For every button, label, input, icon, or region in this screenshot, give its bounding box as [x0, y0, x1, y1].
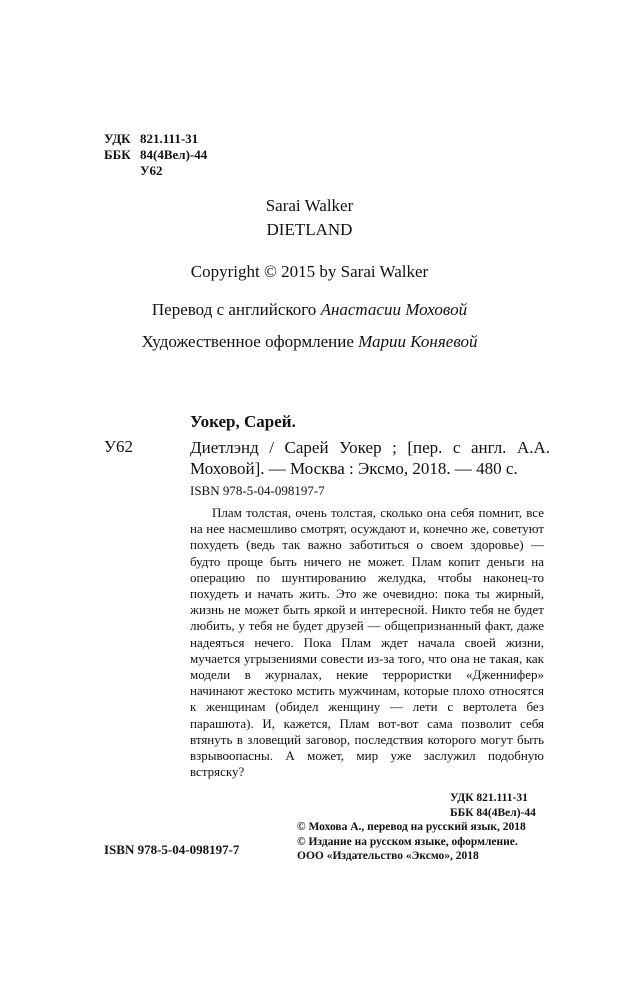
translation-credit — [0, 300, 619, 320]
author-original: Sarai Walker — [265, 196, 354, 215]
annotation-paragraph: Плам толстая, очень толстая, сколько она себя помнит, все на нее насмешливо смотрят, осуждают и, конечно же, советуют похудеть (ведь так важно заботиться о своем здоровье) — будто проще быть ничего не может. Плам копит деньги на операцию по шунтированию желудка, чтобы наконец-то похудеть и начать жить. Это же очевидно: пока ты жирный, жизнь не может быть яркой и интересной. Никто тебя не будет любить, у тебя не будет друзей — общепризнанный факт, даже надеяться нечего. Пока Плам ждет начала своей жизни, мучается угрызениями совести из-за того, что она не такая, как модели в журналах, некие террористки «Дженнифер» начинают жестоко мстить мужчинам, которые плохо относятся к женщинам (обидел женщину — лети с вертолета без парашюта). И, кажется, Плам вот-вот сама позволит себя втянуть в зловещий заговор, последствия которого могут быть взрывоопасны. А может, мир уже заслужил подобную встряску? — [190, 505, 544, 780]
copyright-line: Copyright © 2015 by Sarai Walker — [190, 262, 429, 281]
translator-name: Анастасии Моховой — [320, 300, 468, 319]
udk-value: 821.111-31 — [140, 131, 199, 146]
title-original: DIETLAND — [266, 220, 353, 239]
rights-block — [297, 820, 526, 864]
entry-heading: Уокер, Сарей. — [190, 412, 296, 431]
footer-bbk: ББК 84(4Вел)-44 — [450, 807, 536, 819]
footer-isbn: ISBN 978-5-04-098197-7 — [104, 842, 240, 857]
udk-label: УДК — [104, 131, 131, 146]
footer-udk: УДК 821.111-31 — [450, 792, 528, 804]
bbk-value: 84(4Вел)-44 — [140, 147, 208, 162]
entry-cutter: У62 — [104, 437, 134, 456]
entry-isbn: ISBN 978-5-04-098197-7 — [190, 483, 325, 498]
translation-prefix: Перевод с английского — [151, 300, 321, 319]
designer-name: Марии Коняевой — [358, 332, 478, 351]
rights-line: ООО «Издательство «Эксмо», 2018 — [297, 850, 479, 862]
cutter-code: У62 — [140, 163, 163, 178]
rights-line: © Мохова А., перевод на русский язык, 2018 — [297, 821, 526, 833]
design-prefix: Художественное оформление — [141, 332, 359, 351]
footer-classification — [450, 791, 536, 821]
bbk-label: ББК — [104, 147, 131, 162]
design-credit — [0, 332, 619, 352]
classification-block — [104, 131, 207, 179]
rights-line: © Издание на русском языке, оформление. — [297, 835, 518, 848]
bibliographic-description: Диетлэнд / Сарей Уокер ; [пер. с англ. А.А. Моховой]. — Москва : Эксмо, 2018. — 480 с. — [190, 438, 550, 478]
